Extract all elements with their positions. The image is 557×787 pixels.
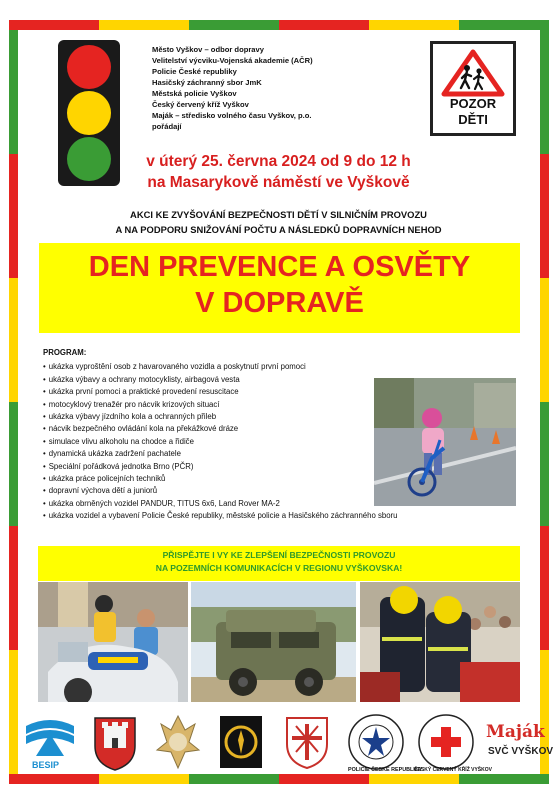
red-cross-icon <box>414 712 492 774</box>
partner-logos <box>0 712 557 774</box>
bottom-color-bar <box>9 774 549 784</box>
organiser: Velitelství výcviku-Vojenská akademie (AČR) <box>152 56 313 65</box>
majak-title: Maják <box>486 722 545 742</box>
military-academy-emblem-icon <box>155 712 201 774</box>
city-police-emblem-icon <box>282 712 332 774</box>
left-color-bar <box>9 30 18 774</box>
organiser: Policie České republiky <box>152 67 237 76</box>
firefighters-photo <box>360 582 520 702</box>
police-motorcycle-photo <box>38 582 188 702</box>
child-on-bike-photo <box>374 378 516 506</box>
program-item: • nácvik bezpečného ovládání kola na překážkové dráze <box>43 423 483 435</box>
place-line: na Masarykově náměstí ve Vyškově <box>147 174 410 191</box>
fire-rescue-emblem-icon <box>218 712 264 774</box>
red-lamp <box>67 45 111 89</box>
children-crossing-icon <box>441 49 505 97</box>
program-item: • dynamická ukázka zadržení pachatele <box>43 448 483 460</box>
title-line1: DEN PREVENCE A OSVĚTY <box>88 251 471 283</box>
program-item: • dopravní výchova dětí a juniorů <box>43 485 483 497</box>
vyskov-coat-of-arms-icon <box>92 712 138 774</box>
majak-sub: SVČ VYŠKOV <box>488 746 554 757</box>
title-line2: V DOPRAVĚ <box>195 287 364 319</box>
besip-caption: BESIP <box>32 760 60 770</box>
title-banner <box>39 243 520 333</box>
top-color-bar <box>9 20 549 30</box>
program-item: • motocyklový trenažér pro nácvik krizových situací <box>43 399 483 411</box>
program-item: • ukázka výbavy a ochrany motocyklisty, airbagová vesta <box>43 374 483 386</box>
armored-vehicle-photo <box>191 582 356 702</box>
police-cr-star-icon <box>346 712 423 774</box>
red-cross-caption: ČESKÝ ČERVENÝ KŘÍŽ VYŠKOV <box>414 767 492 773</box>
action-subtitle <box>40 207 517 237</box>
program-item: • ukázka vozidel a vybavení Policie České republiky, městské policie a Hasičského záchranného sboru <box>43 510 483 522</box>
right-color-bar <box>540 30 549 774</box>
event-date <box>100 151 457 193</box>
police-caption: POLICIE ČESKÉ REPUBLIKY <box>348 767 423 773</box>
children-warning-sign <box>430 41 516 136</box>
program-item: • ukázka vyproštění osob z havarovaného vozidla a poskytnutí první pomoci <box>43 361 483 373</box>
organiser: Maják – středisko volného času Vyškov, p.o. <box>152 111 312 120</box>
organiser: Městská policie Vyškov <box>152 89 237 98</box>
program-item: • ukázka první pomoci a praktické provedení resuscitace <box>43 386 483 398</box>
program-item: • ukázka výbavy jízdního kola a ochranných přileb <box>43 411 483 423</box>
organiser: Město Vyškov – odbor dopravy <box>152 45 264 54</box>
sign-line1: POZOR <box>449 96 497 111</box>
program-item: • ukázka obrněných vozidel PANDUR, TITUS 6x6, Land Rover MA-2 <box>43 498 483 510</box>
sign-line2: DĚTI <box>458 112 488 127</box>
besip-logo-icon <box>20 712 80 774</box>
appeal-banner <box>38 546 520 581</box>
organisers-list <box>152 44 422 132</box>
action-line2: A NA PODPORU SNIŽOVÁNÍ POČTU A NÁSLEDKŮ DOPRAVNÍCH NEHOD <box>115 224 442 235</box>
program-heading: PROGRAM: <box>43 348 87 357</box>
date-line: v úterý 25. června 2024 od 9 do 12 h <box>146 153 411 170</box>
organiser: Český červený kříž Vyškov <box>152 100 249 109</box>
organiser: pořádají <box>152 122 182 131</box>
appeal-line1: PŘISPĚJTE I VY KE ZLEPŠENÍ BEZPEČNOSTI PROVOZU <box>162 550 396 560</box>
yellow-lamp <box>67 91 111 135</box>
program-item: • Speciální pořádková jednotka Brno (PČR) <box>43 461 483 473</box>
organiser: Hasičský záchranný sbor JmK <box>152 78 262 87</box>
majak-logo-icon <box>484 712 554 774</box>
action-line1: AKCI KE ZVYŠOVÁNÍ BEZPEČNOSTI DĚTÍ V SILNIČNÍM PROVOZU <box>130 209 427 220</box>
appeal-line2: NA POZEMNÍCH KOMUNIKACÍCH V REGIONU VYŠKOVSKA! <box>155 563 403 573</box>
program-item: • simulace vlivu alkoholu na chodce a řidiče <box>43 436 483 448</box>
program-item: • ukázka práce policejních techniků <box>43 473 483 485</box>
